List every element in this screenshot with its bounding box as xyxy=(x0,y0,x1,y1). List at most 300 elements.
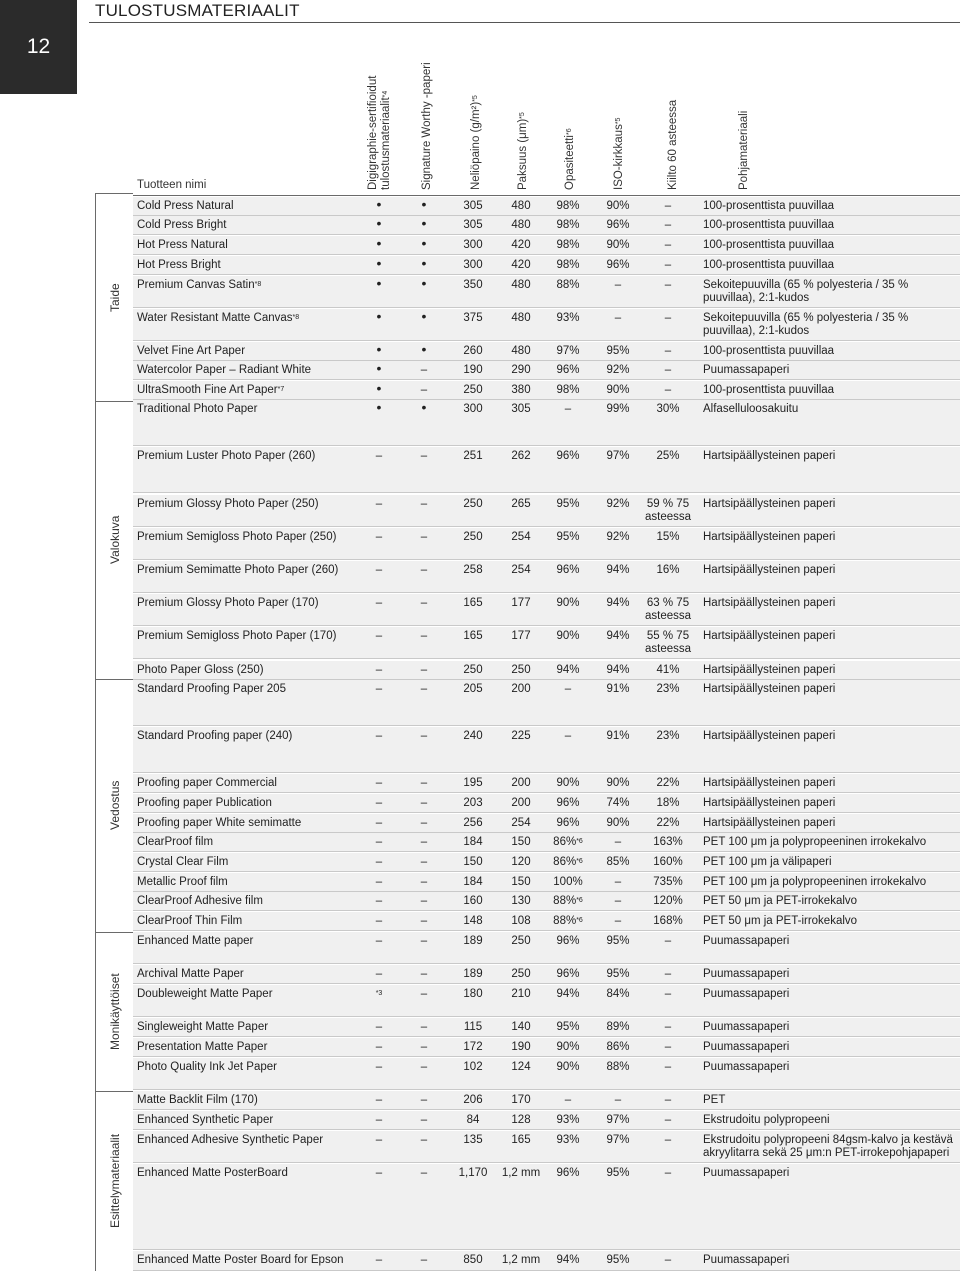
weight-value: 305 xyxy=(463,219,483,231)
section-label: Esittelymateriaalit xyxy=(108,1133,122,1228)
gloss-value: – xyxy=(664,1254,672,1266)
thickness-value: 254 xyxy=(511,531,531,543)
digigraphie-mark: • xyxy=(376,215,382,231)
opacity-value: 96% xyxy=(556,797,580,809)
product-name: Hot Press Bright xyxy=(137,259,221,271)
digigraphie-mark: • xyxy=(376,255,382,271)
thickness-value: 1,2 mm xyxy=(501,1254,541,1266)
product-name: Hot Press Natural xyxy=(137,239,228,251)
header-thickness-note: *5 xyxy=(519,112,526,119)
header-weight-note: *5 xyxy=(472,95,479,102)
signature-mark: – xyxy=(420,1254,428,1266)
base-material: Alfaselluloosakuitu xyxy=(703,403,799,415)
signature-mark: – xyxy=(420,630,428,642)
page-number-box xyxy=(0,0,77,94)
thickness-value: 305 xyxy=(511,403,531,415)
weight-value: 256 xyxy=(463,817,483,829)
iso-value: 94% xyxy=(606,564,630,576)
product-name: Premium Luster Photo Paper (260) xyxy=(137,450,316,462)
table-row xyxy=(133,912,960,931)
product-name: Premium Glossy Photo Paper (170) xyxy=(137,597,319,609)
base-material: Hartsipäällysteinen paperi xyxy=(703,630,836,642)
opacity-value: 96% xyxy=(556,450,580,462)
gloss-value: 59 % 75 asteessa xyxy=(644,498,692,523)
signature-mark: • xyxy=(421,235,427,251)
base-material: Hartsipäällysteinen paperi xyxy=(703,531,836,543)
gloss-value: – xyxy=(664,1114,672,1126)
product-name: Standard Proofing Paper 205 xyxy=(137,683,286,695)
weight-value: 240 xyxy=(463,730,483,742)
table-row xyxy=(133,528,960,560)
product-name: Photo Paper Gloss (250) xyxy=(137,664,264,676)
product-name: Premium Canvas Satin$^{*8}$ xyxy=(137,279,262,291)
signature-mark: – xyxy=(420,817,428,829)
base-material: Hartsipäällysteinen paperi xyxy=(703,683,836,695)
table-row xyxy=(133,1038,960,1057)
gloss-value: 23% xyxy=(656,730,680,742)
iso-value: 89% xyxy=(606,1021,630,1033)
thickness-value: 177 xyxy=(511,597,531,609)
iso-value: 86% xyxy=(606,1041,630,1053)
digigraphie-mark: • xyxy=(376,275,382,291)
section-label: Vedostus xyxy=(108,780,122,830)
product-name: Watercolor Paper – Radiant White xyxy=(137,364,312,376)
weight-value: 250 xyxy=(463,498,483,510)
digigraphie-mark: – xyxy=(375,450,383,462)
base-material: Puumassapaperi xyxy=(703,1167,790,1179)
weight-value: 184 xyxy=(463,876,483,888)
digigraphie-mark: – xyxy=(375,1167,383,1179)
thickness-value: 200 xyxy=(511,683,531,695)
table-row xyxy=(133,985,960,1017)
opacity-value: 90% xyxy=(556,597,580,609)
weight-value: 300 xyxy=(463,239,483,251)
table-row xyxy=(133,309,960,341)
weight-value: 195 xyxy=(463,777,483,789)
product-name: Singleweight Matte Paper xyxy=(137,1021,269,1033)
signature-mark: • xyxy=(421,341,427,357)
base-material: PET xyxy=(703,1094,726,1106)
weight-value: 203 xyxy=(463,797,483,809)
digigraphie-mark: – xyxy=(375,1114,383,1126)
opacity-value: – xyxy=(564,730,572,742)
signature-mark: – xyxy=(420,1061,428,1073)
weight-value: 1,170 xyxy=(458,1167,488,1179)
digigraphie-mark: – xyxy=(375,730,383,742)
weight-value: 148 xyxy=(463,915,483,927)
digigraphie-mark: *3 xyxy=(375,990,383,997)
digigraphie-mark: – xyxy=(375,856,383,868)
table-row xyxy=(133,833,960,852)
gloss-value: 22% xyxy=(656,817,680,829)
header-opacity-label: Opasiteetti xyxy=(564,135,576,190)
section-label: Monikäyttöiset xyxy=(108,973,122,1050)
thickness-value: 250 xyxy=(511,664,531,676)
product-name: Standard Proofing paper (240) xyxy=(137,730,293,742)
opacity-value: 95% xyxy=(556,498,580,510)
weight-value: 165 xyxy=(463,597,483,609)
iso-value: – xyxy=(614,312,622,324)
signature-mark: – xyxy=(420,1094,428,1106)
opacity-value: 96% xyxy=(556,817,580,829)
table-row xyxy=(133,1131,960,1163)
opacity-value: 90% xyxy=(556,630,580,642)
opacity-value: – xyxy=(564,1094,572,1106)
header-iso-label: ISO-kirkkaus xyxy=(613,124,625,190)
header-product-name: Tuotteen nimi xyxy=(137,179,207,191)
weight-value: 250 xyxy=(463,531,483,543)
opacity-value: 93% xyxy=(556,1134,580,1146)
opacity-value: 96% xyxy=(556,1167,580,1179)
opacity-value: 98% xyxy=(556,384,580,396)
weight-value: 160 xyxy=(463,895,483,907)
thickness-value: 165 xyxy=(511,1134,531,1146)
section-label: Valokuva xyxy=(108,515,122,564)
base-material: 100-prosenttista puuvillaa xyxy=(703,384,835,396)
product-name: Proofing paper Publication xyxy=(137,797,272,809)
thickness-value: 290 xyxy=(511,364,531,376)
product-name: Proofing paper White semimatte xyxy=(137,817,302,829)
signature-mark: – xyxy=(420,364,428,376)
signature-mark: – xyxy=(420,1167,428,1179)
thickness-value: 108 xyxy=(511,915,531,927)
header-thickness-label: Paksuus (μm) xyxy=(517,118,529,190)
thickness-value: 190 xyxy=(511,1041,531,1053)
thickness-value: 480 xyxy=(511,345,531,357)
thickness-value: 480 xyxy=(511,279,531,291)
iso-value: 90% xyxy=(606,200,630,212)
thickness-value: 420 xyxy=(511,259,531,271)
opacity-value: 88%$^{*6}$ xyxy=(553,895,583,907)
gloss-value: 30% xyxy=(656,403,680,415)
digigraphie-mark: • xyxy=(376,196,382,212)
table-row xyxy=(133,1111,960,1130)
gloss-value: 16% xyxy=(656,564,680,576)
iso-value: 97% xyxy=(606,1114,630,1126)
opacity-value: 86%$^{*6}$ xyxy=(553,836,583,848)
base-material: PET 100 μm ja polypropeeninen irrokekalvo xyxy=(703,836,927,848)
digigraphie-mark: – xyxy=(375,664,383,676)
signature-mark: – xyxy=(420,895,428,907)
iso-value: 90% xyxy=(606,384,630,396)
product-name: ClearProof Thin Film xyxy=(137,915,243,927)
opacity-value: 88%$^{*6}$ xyxy=(553,915,583,927)
weight-value: 305 xyxy=(463,200,483,212)
base-material: Hartsipäällysteinen paperi xyxy=(703,817,836,829)
table-row xyxy=(133,1091,960,1110)
gloss-value: 22% xyxy=(656,777,680,789)
table-row xyxy=(133,400,960,446)
digigraphie-mark: – xyxy=(375,1094,383,1106)
digigraphie-mark: – xyxy=(375,597,383,609)
thickness-value: 140 xyxy=(511,1021,531,1033)
thickness-value: 150 xyxy=(511,876,531,888)
iso-value: 92% xyxy=(606,364,630,376)
thickness-value: 420 xyxy=(511,239,531,251)
signature-mark: – xyxy=(420,797,428,809)
table-row xyxy=(133,1164,960,1250)
base-material: 100-prosenttista puuvillaa xyxy=(703,219,835,231)
base-material: 100-prosenttista puuvillaa xyxy=(703,345,835,357)
base-material: Hartsipäällysteinen paperi xyxy=(703,564,836,576)
product-name: Doubleweight Matte Paper xyxy=(137,988,273,1000)
iso-value: 95% xyxy=(606,1254,630,1266)
gloss-value: – xyxy=(664,935,672,947)
table-row xyxy=(133,381,960,400)
thickness-value: 1,2 mm xyxy=(501,1167,541,1179)
gloss-value: 160% xyxy=(653,856,683,868)
signature-mark: • xyxy=(421,196,427,212)
gloss-value: – xyxy=(664,384,672,396)
iso-value: 91% xyxy=(606,683,630,695)
signature-mark: – xyxy=(420,777,428,789)
signature-mark: – xyxy=(420,856,428,868)
digigraphie-mark: – xyxy=(375,531,383,543)
product-name: Enhanced Matte paper xyxy=(137,935,254,947)
weight-value: 260 xyxy=(463,345,483,357)
table-row xyxy=(133,814,960,833)
signature-mark: – xyxy=(420,664,428,676)
product-name: Premium Semigloss Photo Paper (250) xyxy=(137,531,337,543)
gloss-value: – xyxy=(664,1021,672,1033)
digigraphie-mark: – xyxy=(375,1021,383,1033)
thickness-value: 200 xyxy=(511,777,531,789)
digigraphie-mark: – xyxy=(375,630,383,642)
thickness-value: 150 xyxy=(511,836,531,848)
signature-mark: • xyxy=(421,275,427,291)
header-signature-label: Signature Worthy -paperi xyxy=(421,62,433,190)
weight-value: 300 xyxy=(463,259,483,271)
title-rule xyxy=(89,22,960,23)
opacity-value: 96% xyxy=(556,935,580,947)
section-divider xyxy=(95,193,96,1271)
signature-mark: – xyxy=(420,1114,428,1126)
header-weight xyxy=(470,95,483,190)
product-name: Archival Matte Paper xyxy=(137,968,244,980)
table-row xyxy=(133,727,960,773)
base-material: Puumassapaperi xyxy=(703,1061,790,1073)
product-name: Presentation Matte Paper xyxy=(137,1041,268,1053)
weight-value: 205 xyxy=(463,683,483,695)
base-material: Hartsipäällysteinen paperi xyxy=(703,597,836,609)
signature-mark: – xyxy=(420,450,428,462)
base-material: 100-prosenttista puuvillaa xyxy=(703,200,835,212)
weight-value: 300 xyxy=(463,403,483,415)
digigraphie-mark: • xyxy=(376,399,382,415)
header-digigraphie-note: *4 xyxy=(382,90,389,98)
header-gloss xyxy=(667,100,680,190)
digigraphie-mark: – xyxy=(375,836,383,848)
table-row xyxy=(133,276,960,308)
base-material: Hartsipäällysteinen paperi xyxy=(703,450,836,462)
weight-value: 206 xyxy=(463,1094,483,1106)
opacity-value: 93% xyxy=(556,1114,580,1126)
gloss-value: – xyxy=(664,1167,672,1179)
base-material: PET 100 μm ja polypropeeninen irrokekalvo xyxy=(703,876,927,888)
iso-value: 95% xyxy=(606,345,630,357)
gloss-value: 18% xyxy=(656,797,680,809)
header-signature xyxy=(421,62,434,190)
base-material: Sekoitepuuvilla (65 % polyesteria / 35 % puuvillaa), 2:1-kudos xyxy=(703,279,909,304)
weight-value: 150 xyxy=(463,856,483,868)
product-name: Metallic Proof film xyxy=(137,876,228,888)
iso-value: – xyxy=(614,895,622,907)
gloss-value: 168% xyxy=(653,915,683,927)
iso-value: 95% xyxy=(606,968,630,980)
iso-value: 97% xyxy=(606,450,630,462)
header-digigraphie-line1: Digigraphie-sertifioidut xyxy=(367,75,379,190)
thickness-value: 177 xyxy=(511,630,531,642)
gloss-value: 120% xyxy=(653,895,683,907)
thickness-value: 262 xyxy=(511,450,531,462)
opacity-value: 96% xyxy=(556,564,580,576)
thickness-value: 254 xyxy=(511,564,531,576)
product-name: Traditional Photo Paper xyxy=(137,403,258,415)
thickness-value: 480 xyxy=(511,312,531,324)
section-label: Taide xyxy=(108,282,122,312)
table-row xyxy=(133,594,960,626)
opacity-value: 98% xyxy=(556,200,580,212)
opacity-value: 97% xyxy=(556,345,580,357)
iso-value: 92% xyxy=(606,531,630,543)
gloss-value: 41% xyxy=(656,664,680,676)
iso-value: – xyxy=(614,915,622,927)
gloss-value: 735% xyxy=(653,876,683,888)
gloss-value: – xyxy=(664,988,672,1000)
page-number: 12 xyxy=(26,35,51,58)
signature-mark: – xyxy=(420,1134,428,1146)
thickness-value: 210 xyxy=(511,988,531,1000)
thickness-value: 200 xyxy=(511,797,531,809)
thickness-value: 265 xyxy=(511,498,531,510)
header-digigraphie xyxy=(367,76,380,190)
weight-value: 350 xyxy=(463,279,483,291)
table-row xyxy=(133,661,960,680)
digigraphie-mark: – xyxy=(375,564,383,576)
digigraphie-mark: – xyxy=(375,1041,383,1053)
digigraphie-mark: – xyxy=(375,683,383,695)
opacity-value: 94% xyxy=(556,664,580,676)
product-name: Proofing paper Commercial xyxy=(137,777,277,789)
iso-value: 91% xyxy=(606,730,630,742)
base-material: Hartsipäällysteinen paperi xyxy=(703,498,836,510)
gloss-value: – xyxy=(664,1041,672,1053)
weight-value: 850 xyxy=(463,1254,483,1266)
weight-value: 180 xyxy=(463,988,483,1000)
product-name: Enhanced Matte PosterBoard xyxy=(137,1167,288,1179)
signature-mark: – xyxy=(420,915,428,927)
base-material: Puumassapaperi xyxy=(703,968,790,980)
thickness-value: 225 xyxy=(511,730,531,742)
header-rule xyxy=(133,195,960,196)
base-material: Ekstrudoitu polypropeeni xyxy=(703,1114,830,1126)
table-row xyxy=(133,216,960,235)
base-material: Puumassapaperi xyxy=(703,988,790,1000)
thickness-value: 480 xyxy=(511,200,531,212)
digigraphie-mark: – xyxy=(375,935,383,947)
iso-value: 94% xyxy=(606,630,630,642)
gloss-value: – xyxy=(664,345,672,357)
table-row xyxy=(133,965,960,984)
opacity-value: 90% xyxy=(556,1061,580,1073)
base-material: Hartsipäällysteinen paperi xyxy=(703,777,836,789)
iso-value: – xyxy=(614,1094,622,1106)
header-thickness xyxy=(517,112,530,190)
signature-mark: • xyxy=(421,308,427,324)
signature-mark: – xyxy=(420,968,428,980)
weight-value: 250 xyxy=(463,384,483,396)
iso-value: 85% xyxy=(606,856,630,868)
table-row xyxy=(133,361,960,380)
signature-mark: – xyxy=(420,988,428,1000)
signature-mark: – xyxy=(420,935,428,947)
product-name: Velvet Fine Art Paper xyxy=(137,345,246,357)
product-name: Premium Glossy Photo Paper (250) xyxy=(137,498,319,510)
weight-value: 375 xyxy=(463,312,483,324)
product-name: Cold Press Natural xyxy=(137,200,234,212)
base-material: PET 50 μm ja PET-irrokekalvo xyxy=(703,915,858,927)
iso-value: 94% xyxy=(606,664,630,676)
opacity-value: 90% xyxy=(556,1041,580,1053)
opacity-value: 90% xyxy=(556,777,580,789)
digigraphie-mark: – xyxy=(375,777,383,789)
product-name: Cold Press Bright xyxy=(137,219,227,231)
product-name: Photo Quality Ink Jet Paper xyxy=(137,1061,277,1073)
table-row xyxy=(133,892,960,911)
weight-value: 172 xyxy=(463,1041,483,1053)
product-name: UltraSmooth Fine Art Paper$^{*7}$ xyxy=(137,384,285,396)
header-base xyxy=(738,111,751,190)
iso-value: 74% xyxy=(606,797,630,809)
thickness-value: 254 xyxy=(511,817,531,829)
iso-value: 96% xyxy=(606,259,630,271)
product-name: Premium Semigloss Photo Paper (170) xyxy=(137,630,337,642)
iso-value: 95% xyxy=(606,1167,630,1179)
thickness-value: 250 xyxy=(511,935,531,947)
opacity-value: 96% xyxy=(556,364,580,376)
opacity-value: 88% xyxy=(556,279,580,291)
header-gloss-label: Kiilto 60 asteessa xyxy=(667,99,679,190)
gloss-value: 25% xyxy=(656,450,680,462)
signature-mark: – xyxy=(420,683,428,695)
gloss-value: – xyxy=(664,364,672,376)
signature-mark: – xyxy=(420,498,428,510)
opacity-value: 93% xyxy=(556,312,580,324)
base-material: Sekoitepuuvilla (65 % polyesteria / 35 % puuvillaa), 2:1-kudos xyxy=(703,312,909,337)
iso-value: – xyxy=(614,279,622,291)
opacity-value: 86%$^{*6}$ xyxy=(553,856,583,868)
digigraphie-mark: – xyxy=(375,876,383,888)
header-base-label: Pohjamateriaali xyxy=(738,110,750,190)
gloss-value: – xyxy=(664,968,672,980)
base-material: Hartsipäällysteinen paperi xyxy=(703,664,836,676)
base-material: 100-prosenttista puuvillaa xyxy=(703,239,835,251)
gloss-value: 15% xyxy=(656,531,680,543)
header-digigraphie-line2: tulostusmateriaalit xyxy=(380,97,392,190)
table-row xyxy=(133,1018,960,1037)
signature-mark: – xyxy=(420,1021,428,1033)
iso-value: 84% xyxy=(606,988,630,1000)
table-row xyxy=(133,794,960,813)
thickness-value: 250 xyxy=(511,968,531,980)
digigraphie-mark: • xyxy=(376,380,382,396)
base-material: Puumassapaperi xyxy=(703,1021,790,1033)
digigraphie-mark: – xyxy=(375,915,383,927)
iso-value: – xyxy=(614,836,622,848)
gloss-value: 163% xyxy=(653,836,683,848)
weight-value: 250 xyxy=(463,664,483,676)
table-row xyxy=(133,1058,960,1090)
